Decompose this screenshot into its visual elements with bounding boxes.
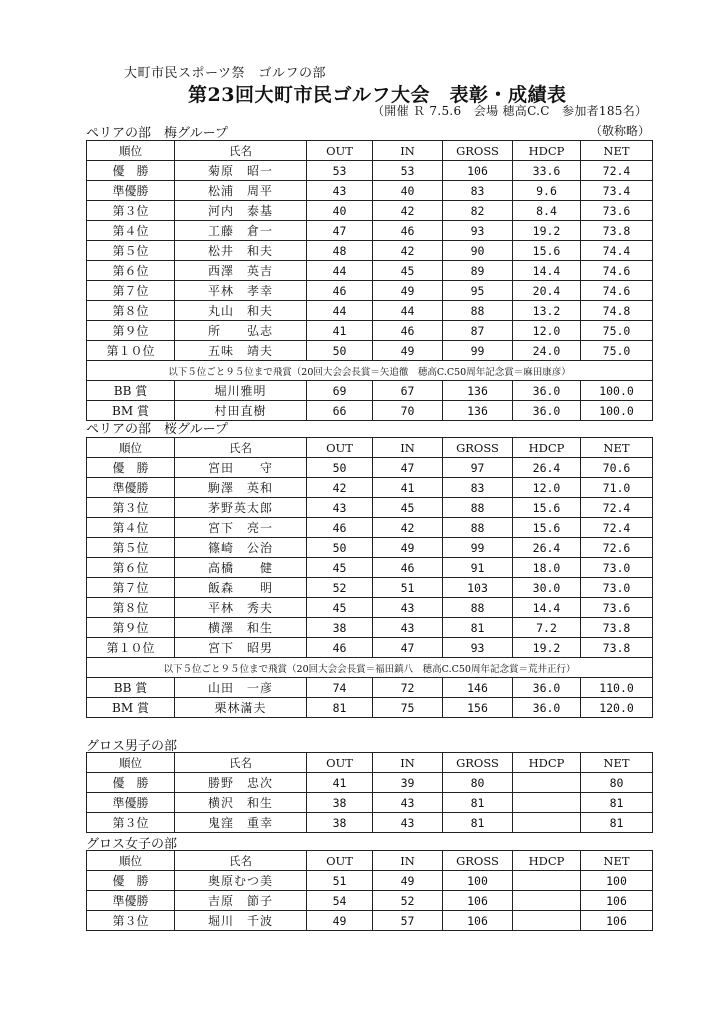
cell-net: 71.0 [581,478,653,498]
cell-name: 所 弘志 [175,321,307,341]
cell-rank: 第９位 [87,321,175,341]
cell-out: 41 [307,773,373,793]
special-awards-note: 以下５位ごと９５位まで飛賞（20回大会会長賞＝矢追徹 穂高C.C50周年記念賞＝麻田康彦） [87,361,653,381]
header-net: NET [581,753,653,773]
table-row [87,638,653,658]
cell-hdcp: 15.6 [513,241,581,261]
cell-net: 73.8 [581,221,653,241]
table-header-row [87,141,653,161]
cell-name: 山田 一彦 [175,678,307,698]
cell-net: 73.4 [581,181,653,201]
cell-gross: 83 [443,181,513,201]
cell-rank: 優 勝 [87,161,175,181]
cell-net: 120.0 [581,698,653,718]
cell-hdcp [513,911,581,931]
cell-gross: 82 [443,201,513,221]
event-info: （開催 Ｒ 7.5.6 会場 穂高C.C 参加者185名） [372,104,648,118]
header-gross: GROSS [443,438,513,458]
cell-name: 奥原むつ美 [175,871,307,891]
cell-hdcp: 9.6 [513,181,581,201]
cell-out: 66 [307,401,373,421]
cell-hdcp: 24.0 [513,341,581,361]
cell-rank: 優 勝 [87,458,175,478]
cell-hdcp: 12.0 [513,478,581,498]
cell-in: 43 [373,598,443,618]
cell-name: 栗林滿夫 [175,698,307,718]
cell-out: 48 [307,241,373,261]
header-gross: GROSS [443,851,513,871]
table-header-row [87,438,653,458]
header-rank: 順位 [87,753,175,773]
cell-out: 38 [307,813,373,833]
table-row [87,161,653,181]
header-out: OUT [307,438,373,458]
cell-hdcp [513,793,581,813]
cell-rank: 第４位 [87,221,175,241]
cell-in: 49 [373,871,443,891]
cell-out: 54 [307,891,373,911]
cell-gross: 146 [443,678,513,698]
cell-gross: 99 [443,538,513,558]
page-title: 第23回大町市民ゴルフ大会 表彰・成績表 [188,84,567,106]
cell-gross: 81 [443,813,513,833]
header-in: IN [373,753,443,773]
cell-out: 38 [307,793,373,813]
cell-gross: 80 [443,773,513,793]
cell-net: 75.0 [581,341,653,361]
cell-in: 43 [373,793,443,813]
cell-out: 50 [307,341,373,361]
cell-out: 50 [307,538,373,558]
cell-rank: 第１０位 [87,341,175,361]
cell-rank: 準優勝 [87,181,175,201]
table-row [87,891,653,911]
cell-net: 74.4 [581,241,653,261]
cell-net: 81 [581,813,653,833]
cell-net: 73.8 [581,618,653,638]
cell-gross: 83 [443,478,513,498]
cell-hdcp: 36.0 [513,381,581,401]
cell-hdcp [513,813,581,833]
header-in: IN [373,141,443,161]
cell-in: 43 [373,813,443,833]
cell-hdcp: 26.4 [513,538,581,558]
cell-name: 吉原 節子 [175,891,307,911]
cell-in: 40 [373,181,443,201]
cell-hdcp: 15.6 [513,518,581,538]
cell-rank: 第３位 [87,498,175,518]
cell-in: 42 [373,201,443,221]
cell-net: 100.0 [581,381,653,401]
cell-rank: 第３位 [87,911,175,931]
cell-out: 52 [307,578,373,598]
cell-rank: 第１０位 [87,638,175,658]
results-table-gross-women [86,850,653,931]
cell-hdcp: 8.4 [513,201,581,221]
cell-hdcp: 33.6 [513,161,581,181]
cell-out: 46 [307,281,373,301]
cell-rank: 第３位 [87,201,175,221]
cell-hdcp: 18.0 [513,558,581,578]
cell-out: 74 [307,678,373,698]
cell-name: 平林 秀夫 [175,598,307,618]
header-name: 氏名 [175,851,307,871]
award-row [87,698,653,718]
cell-net: 74.6 [581,261,653,281]
cell-gross: 88 [443,301,513,321]
table-row [87,871,653,891]
cell-net: 100 [581,871,653,891]
header-hdcp: HDCP [513,851,581,871]
cell-name: 松井 和夫 [175,241,307,261]
cell-net: 73.6 [581,598,653,618]
cell-rank: 第５位 [87,538,175,558]
cell-in: 75 [373,698,443,718]
cell-hdcp: 36.0 [513,678,581,698]
cell-gross: 90 [443,241,513,261]
cell-out: 41 [307,321,373,341]
cell-out: 51 [307,871,373,891]
cell-net: 70.6 [581,458,653,478]
cell-in: 53 [373,161,443,181]
cell-out: 47 [307,221,373,241]
cell-name: 丸山 和夫 [175,301,307,321]
cell-out: 46 [307,638,373,658]
honorific-note: （敬称略） [590,124,651,138]
cell-rank: 第７位 [87,578,175,598]
cell-out: 44 [307,261,373,281]
cell-name: 堀川 千波 [175,911,307,931]
cell-in: 70 [373,401,443,421]
note-row [87,658,653,678]
cell-net: 74.8 [581,301,653,321]
cell-in: 42 [373,518,443,538]
table-row [87,281,653,301]
table-row [87,558,653,578]
header-in: IN [373,438,443,458]
cell-rank: 第３位 [87,813,175,833]
cell-in: 49 [373,341,443,361]
cell-out: 38 [307,618,373,638]
cell-hdcp: 30.0 [513,578,581,598]
award-row [87,678,653,698]
cell-net: 81 [581,793,653,813]
cell-in: 67 [373,381,443,401]
cell-name: 菊原 昭一 [175,161,307,181]
cell-in: 47 [373,458,443,478]
cell-hdcp [513,891,581,911]
table-row [87,578,653,598]
table-row [87,241,653,261]
table-row [87,301,653,321]
cell-hdcp: 7.2 [513,618,581,638]
cell-in: 42 [373,241,443,261]
header-out: OUT [307,851,373,871]
cell-rank: BB 賞 [87,678,175,698]
cell-gross: 100 [443,871,513,891]
cell-out: 53 [307,161,373,181]
cell-name: 横澤 和生 [175,618,307,638]
results-table-gross-men [86,752,653,833]
cell-gross: 93 [443,638,513,658]
cell-rank: 第６位 [87,558,175,578]
cell-in: 47 [373,638,443,658]
header-rank: 順位 [87,438,175,458]
cell-net: 73.0 [581,578,653,598]
table-row [87,793,653,813]
cell-out: 45 [307,558,373,578]
header-net: NET [581,141,653,161]
header-hdcp: HDCP [513,753,581,773]
cell-gross: 91 [443,558,513,578]
table-row [87,598,653,618]
cell-in: 46 [373,321,443,341]
header-gross: GROSS [443,753,513,773]
cell-net: 80 [581,773,653,793]
table-row [87,181,653,201]
table-header-row [87,851,653,871]
results-table-sakura [86,437,653,718]
cell-name: 篠崎 公治 [175,538,307,558]
cell-name: 松浦 周平 [175,181,307,201]
cell-in: 45 [373,498,443,518]
cell-name: 高橋 健 [175,558,307,578]
header-hdcp: HDCP [513,141,581,161]
cell-net: 72.4 [581,498,653,518]
cell-net: 73.8 [581,638,653,658]
cell-name: 勝野 忠次 [175,773,307,793]
cell-hdcp: 14.4 [513,598,581,618]
table-row [87,458,653,478]
cell-name: 西澤 英吉 [175,261,307,281]
header-net: NET [581,438,653,458]
cell-out: 50 [307,458,373,478]
special-awards-note: 以下５位ごと９５位まで飛賞（20回大会会長賞＝福田鎮八 穂高C.C50周年記念賞＝荒井正行） [87,658,653,678]
cell-in: 45 [373,261,443,281]
table-row [87,478,653,498]
cell-gross: 156 [443,698,513,718]
cell-out: 46 [307,518,373,538]
cell-net: 75.0 [581,321,653,341]
cell-net: 74.6 [581,281,653,301]
cell-out: 42 [307,478,373,498]
cell-in: 44 [373,301,443,321]
cell-in: 49 [373,538,443,558]
cell-net: 73.6 [581,201,653,221]
cell-hdcp: 19.2 [513,638,581,658]
table-row [87,618,653,638]
award-row [87,381,653,401]
cell-gross: 87 [443,321,513,341]
cell-out: 40 [307,201,373,221]
cell-rank: BM 賞 [87,401,175,421]
cell-hdcp: 13.2 [513,301,581,321]
cell-gross: 136 [443,381,513,401]
table-row [87,538,653,558]
cell-name: 堀川雅明 [175,381,307,401]
cell-net: 100.0 [581,401,653,421]
cell-name: 茅野英太郎 [175,498,307,518]
cell-name: 宮下 昭男 [175,638,307,658]
table-row [87,261,653,281]
note-row [87,361,653,381]
header-name: 氏名 [175,438,307,458]
cell-gross: 136 [443,401,513,421]
cell-rank: 準優勝 [87,793,175,813]
cell-net: 106 [581,911,653,931]
header-out: OUT [307,141,373,161]
table-row [87,201,653,221]
cell-rank: 第９位 [87,618,175,638]
cell-gross: 103 [443,578,513,598]
cell-in: 43 [373,618,443,638]
cell-gross: 81 [443,618,513,638]
cell-net: 106 [581,891,653,911]
cell-out: 44 [307,301,373,321]
cell-name: 鬼窪 重幸 [175,813,307,833]
cell-rank: BM 賞 [87,698,175,718]
cell-gross: 89 [443,261,513,281]
section-title-ume: ペリアの部 梅グループ [86,126,228,141]
cell-out: 43 [307,181,373,201]
cell-name: 五味 靖夫 [175,341,307,361]
cell-hdcp [513,871,581,891]
table-row [87,773,653,793]
cell-out: 49 [307,911,373,931]
cell-hdcp: 12.0 [513,321,581,341]
cell-gross: 97 [443,458,513,478]
header-net: NET [581,851,653,871]
cell-name: 村田直樹 [175,401,307,421]
cell-gross: 88 [443,598,513,618]
header-gross: GROSS [443,141,513,161]
cell-rank: 準優勝 [87,478,175,498]
cell-name: 宮田 守 [175,458,307,478]
cell-net: 72.6 [581,538,653,558]
header-in: IN [373,851,443,871]
cell-rank: BB 賞 [87,381,175,401]
cell-in: 52 [373,891,443,911]
section-title-sakura: ペリアの部 桜グループ [86,422,228,437]
cell-out: 45 [307,598,373,618]
cell-out: 81 [307,698,373,718]
cell-in: 51 [373,578,443,598]
cell-in: 46 [373,558,443,578]
cell-name: 平林 孝幸 [175,281,307,301]
cell-out: 43 [307,498,373,518]
cell-name: 工藤 倉一 [175,221,307,241]
cell-rank: 第７位 [87,281,175,301]
section-title-gross-women: グロス女子の部 [86,837,178,852]
header-rank: 順位 [87,141,175,161]
header-name: 氏名 [175,141,307,161]
cell-in: 49 [373,281,443,301]
table-row [87,321,653,341]
results-table-ume [86,140,653,421]
table-row [87,518,653,538]
cell-rank: 優 勝 [87,773,175,793]
cell-in: 72 [373,678,443,698]
cell-hdcp: 20.4 [513,281,581,301]
cell-in: 46 [373,221,443,241]
cell-name: 河内 泰基 [175,201,307,221]
table-row [87,221,653,241]
header-rank: 順位 [87,851,175,871]
cell-name: 宮下 亮一 [175,518,307,538]
cell-net: 72.4 [581,161,653,181]
table-header-row [87,753,653,773]
cell-name: 駒澤 英和 [175,478,307,498]
cell-out: 69 [307,381,373,401]
cell-hdcp [513,773,581,793]
cell-in: 41 [373,478,443,498]
cell-rank: 準優勝 [87,891,175,911]
cell-name: 横沢 和生 [175,793,307,813]
cell-gross: 99 [443,341,513,361]
header-out: OUT [307,753,373,773]
cell-gross: 106 [443,911,513,931]
cell-name: 飯森 明 [175,578,307,598]
cell-rank: 第６位 [87,261,175,281]
cell-rank: 第５位 [87,241,175,261]
table-row [87,813,653,833]
header-name: 氏名 [175,753,307,773]
cell-rank: 優 勝 [87,871,175,891]
cell-hdcp: 26.4 [513,458,581,478]
cell-net: 110.0 [581,678,653,698]
table-row [87,498,653,518]
cell-gross: 106 [443,161,513,181]
cell-hdcp: 19.2 [513,221,581,241]
header-hdcp: HDCP [513,438,581,458]
cell-rank: 第８位 [87,598,175,618]
cell-hdcp: 14.4 [513,261,581,281]
cell-net: 72.4 [581,518,653,538]
cell-gross: 88 [443,518,513,538]
table-row [87,341,653,361]
table-row [87,911,653,931]
cell-rank: 第４位 [87,518,175,538]
cell-hdcp: 36.0 [513,401,581,421]
cell-gross: 93 [443,221,513,241]
cell-in: 57 [373,911,443,931]
cell-gross: 95 [443,281,513,301]
event-pretitle: 大町市民スポーツ祭 ゴルフの部 [124,66,326,81]
cell-gross: 106 [443,891,513,911]
cell-gross: 88 [443,498,513,518]
cell-rank: 第８位 [87,301,175,321]
cell-gross: 81 [443,793,513,813]
cell-hdcp: 36.0 [513,698,581,718]
cell-hdcp: 15.6 [513,498,581,518]
cell-in: 39 [373,773,443,793]
cell-net: 73.0 [581,558,653,578]
section-title-gross-men: グロス男子の部 [86,739,178,754]
